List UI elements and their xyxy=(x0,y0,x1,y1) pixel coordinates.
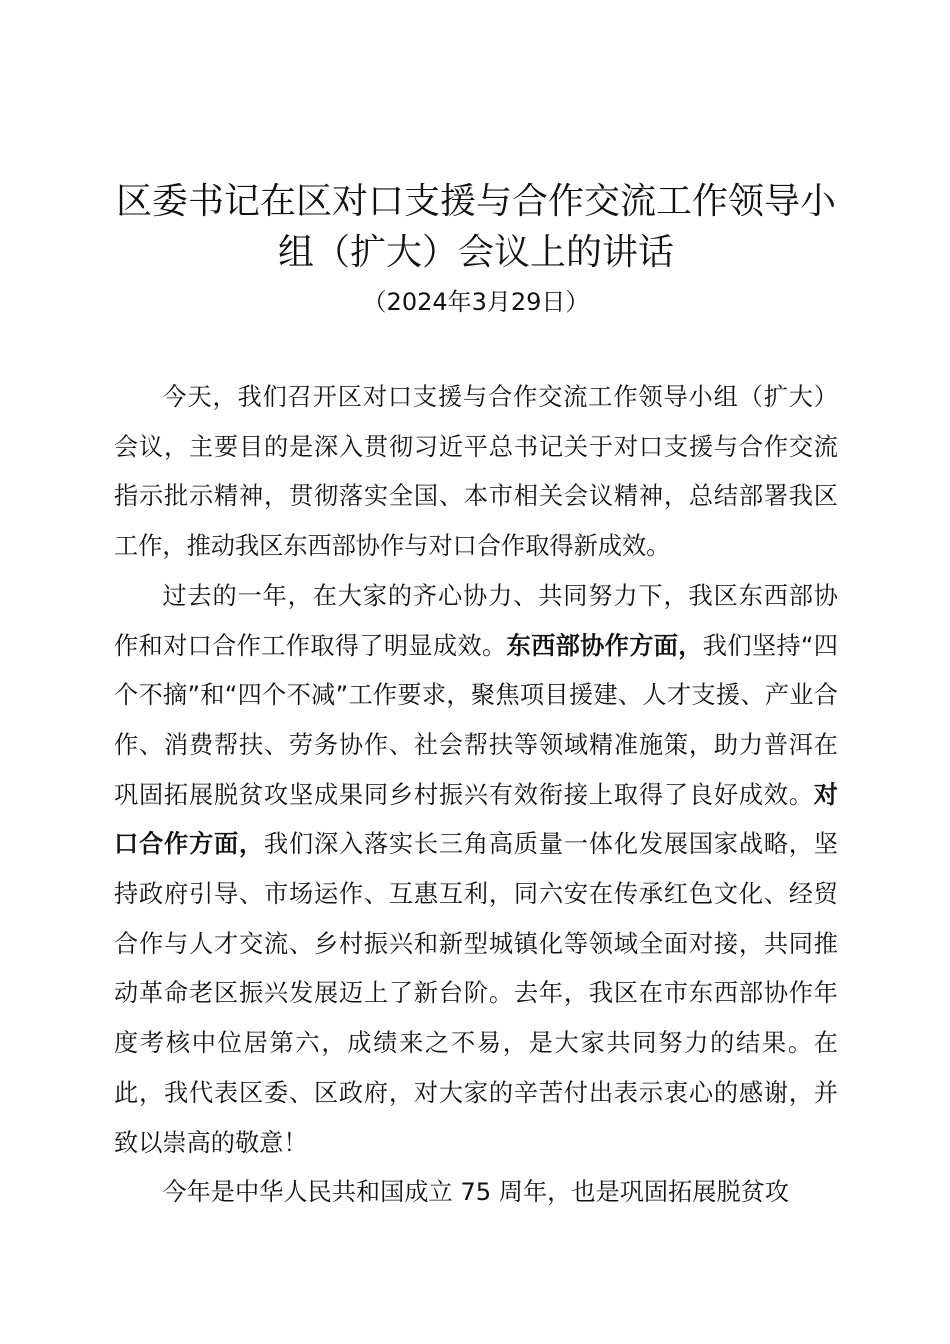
document-date: （2024年3月29日） xyxy=(362,288,590,316)
document-body xyxy=(114,373,838,1218)
paragraph-review-text-1: 过去的一年，在大家的齐心协力、共同努力下，我区东西部协作和对口合作工作取得了明显成效。 xyxy=(114,581,838,660)
paragraph-intro: 今天，我们召开区对口支援与合作交流工作领导小组（扩大）会议，主要目的是深入贯彻习近平总书记关于对口支援与合作交流指示批示精神，贯彻落实全国、本市相关会议精神，总结部署我区工作，推动我区东西部协作与对口合作取得新成效。 xyxy=(114,383,838,561)
paragraph-review-heading-east-west: 东西部协作方面， xyxy=(506,631,703,660)
paragraph-review-text-2: 我们坚持“四个不摘”和“四个不减”工作要求，聚焦项目援建、人才支援、产业合作、消费帮扶、劳务协作、社会帮扶等领域精准施策，助力普洱在巩固拓展脱贫攻坚成果同乡村振兴有效衔接上取得了良好成效。 xyxy=(114,631,838,809)
paragraph-review-heading-counterpart: 对口合作方面， xyxy=(114,780,838,859)
paragraph-review-text-3: 我们深入落实长三角高质量一体化发展国家战略，坚持政府引导、市场运作、互惠互利，同六安在传承红色文化、经贸合作与人才交流、乡村振兴和新型城镇化等领域全面对接，共同推动革命老区振兴发展迈上了新台阶。去年，我区在市东西部协作年度考核中位居第六，成绩来之不易，是大家共同努力的结果。在此，我代表区委、区政府，对大家的辛苦付出表示衷心的感谢，并致以崇高的敬意！ xyxy=(114,830,838,1157)
document-page xyxy=(114,176,838,1218)
document-title: 区委书记在区对口支援与合作交流工作领导小组（扩大）会议上的讲话 xyxy=(115,181,836,273)
paragraph-this-year: 今年是中华人民共和国成立 75 周年，也是巩固拓展脱贫攻 xyxy=(162,1178,790,1207)
paragraph-review xyxy=(114,572,838,1168)
